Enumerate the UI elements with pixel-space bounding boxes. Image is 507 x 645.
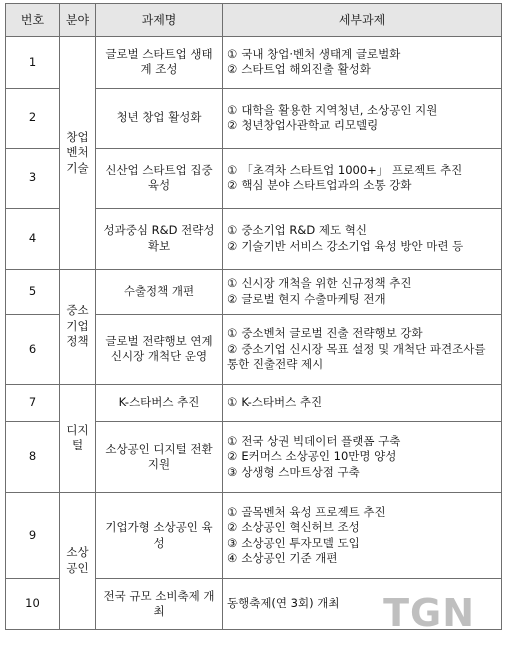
detail-item: ② 소상공인 혁신허브 조성 xyxy=(227,520,360,535)
detail-item: ① 「초격차 스타트업 1000+」 프로젝트 추진 xyxy=(227,162,463,177)
row-number: 4 xyxy=(6,208,60,269)
field-sme: 중소기업 정책 xyxy=(60,269,96,384)
detail-item: ② E커머스 소상공인 10만명 양성 xyxy=(227,449,397,464)
detail-cell xyxy=(223,493,502,579)
row-number: 2 xyxy=(6,88,60,148)
task-name: 글로벌 전략행보 연계 신시장 개척단 운영 xyxy=(96,315,223,385)
row-number: 6 xyxy=(6,315,60,385)
header-field: 분야 xyxy=(60,4,96,37)
detail-cell xyxy=(223,422,502,493)
watermark-logo: TGN xyxy=(383,591,475,635)
table-row xyxy=(6,384,502,422)
detail-item: ① 중소기업 R&D 제도 혁신 xyxy=(227,223,367,238)
detail-cell xyxy=(223,88,502,148)
task-name: 소상공인 디지털 전환 지원 xyxy=(96,422,223,493)
header-num: 번호 xyxy=(6,4,60,37)
field-startup: 창업벤처기술 xyxy=(60,37,96,270)
table-row xyxy=(6,37,502,89)
detail-cell xyxy=(223,384,502,422)
detail-item: ② 기술기반 서비스 강소기업 육성 방안 마련 등 xyxy=(227,238,464,253)
header-task: 과제명 xyxy=(96,4,223,37)
task-name: 전국 규모 소비축제 개최 xyxy=(96,579,223,630)
detail-item: ① 신시장 개척을 위한 신규정책 추진 xyxy=(227,276,412,291)
detail-cell xyxy=(223,269,502,314)
detail-item: ③ 소상공인 투자모델 도입 xyxy=(227,535,360,550)
detail-item: ① 국내 창업·벤처 생태계 글로벌화 xyxy=(227,46,401,61)
field-digital: 디지털 xyxy=(60,384,96,492)
detail-cell xyxy=(223,37,502,89)
detail-cell xyxy=(223,208,502,269)
task-name: 글로벌 스타트업 생태계 조성 xyxy=(96,37,223,89)
field-small-business: 소상공인 xyxy=(60,493,96,630)
task-name: 신산업 스타트업 집중 육성 xyxy=(96,148,223,208)
task-name: 기업가형 소상공인 육성 xyxy=(96,493,223,579)
detail-item: ④ 소상공인 기준 개편 xyxy=(227,551,338,566)
detail-item: ① 중소벤처 글로벌 진출 전략행보 강화 xyxy=(227,326,423,341)
row-number: 10 xyxy=(6,579,60,630)
detail-item: ② 스타트업 해외진출 활성화 xyxy=(227,62,371,77)
row-number: 1 xyxy=(6,37,60,89)
detail-item: ① 전국 상권 빅데이터 플랫폼 구축 xyxy=(227,433,401,448)
detail-cell xyxy=(223,148,502,208)
row-number: 8 xyxy=(6,422,60,493)
detail-item: ① 대학을 활용한 지역청년, 소상공인 지원 xyxy=(227,102,438,117)
detail-item: ② 중소기업 신시장 목표 설정 및 개척단 파견조사를 통한 진출전략 제시 xyxy=(227,341,486,372)
detail-item: ① K-스타버스 추진 xyxy=(227,395,323,410)
detail-item: 동행축제(연 3회) 개최 xyxy=(227,596,340,611)
table-row xyxy=(6,493,502,579)
header-detail: 세부과제 xyxy=(223,4,502,37)
detail-cell xyxy=(223,315,502,385)
detail-item: ② 핵심 분야 스타트업과의 소통 강화 xyxy=(227,178,412,193)
header-row xyxy=(6,4,502,37)
detail-item: ③ 상생형 스마트상점 구축 xyxy=(227,464,360,479)
task-name: K-스타버스 추진 xyxy=(96,384,223,422)
detail-item: ① 골목벤처 육성 프로젝트 추진 xyxy=(227,504,386,519)
row-number: 5 xyxy=(6,269,60,314)
policy-task-table xyxy=(5,3,502,630)
task-name: 성과중심 R&D 전략성 확보 xyxy=(96,208,223,269)
task-name: 청년 창업 활성화 xyxy=(96,88,223,148)
row-number: 3 xyxy=(6,148,60,208)
detail-item: ② 청년창업사관학교 리모델링 xyxy=(227,118,379,133)
task-name: 수출정책 개편 xyxy=(96,269,223,314)
detail-item: ② 글로벌 현지 수출마케팅 전개 xyxy=(227,291,386,306)
row-number: 9 xyxy=(6,493,60,579)
table-row xyxy=(6,269,502,314)
row-number: 7 xyxy=(6,384,60,422)
